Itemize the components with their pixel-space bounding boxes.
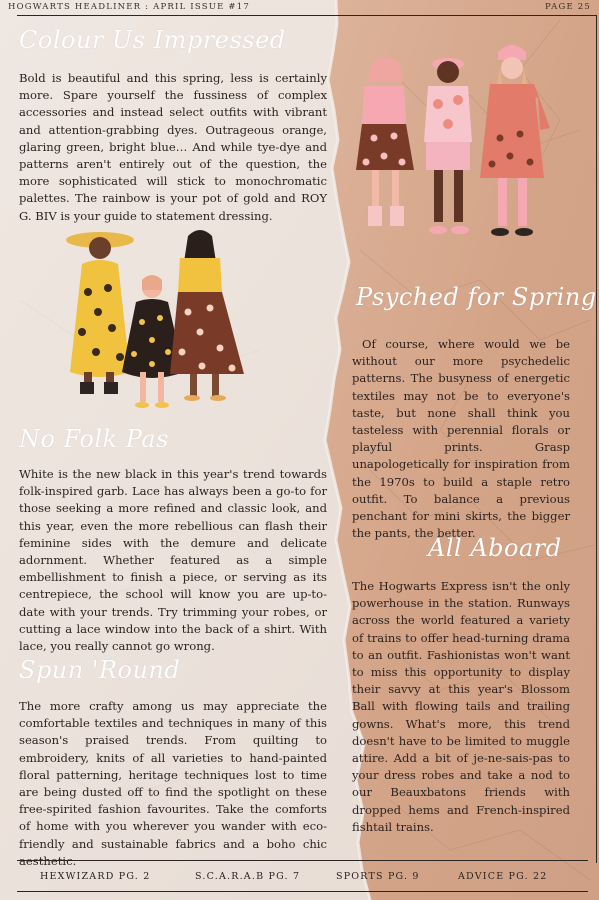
three-women-illustration-left [60,222,260,418]
footer-top-rule [17,860,588,861]
footer-link-hexwizard[interactable]: HEXWIZARD PG. 2 [40,871,151,882]
footer-link-sports[interactable]: SPORTS PG. 9 [336,871,420,882]
section-title-folk: No Folk Pas [19,425,169,453]
section-body-psyched: Of course, where would we be without our more psychedelic patterns. The busyness of energetic textiles may not be to everyone's taste, but none shall think you tasteless with perennial florals or playful prints. Grasp unapologetically for inspiration from the 1970s to build a staple retro outfit. To balance a previous penchant for mini skirts, the bigger the pants, the better. [352,337,570,541]
page-number: PAGE 25 [545,2,591,12]
issue-label: HOGWARTS HEADLINER : APRIL ISSUE #17 [8,2,250,12]
section-body-folk: White is the new black in this year's trend towards folk-inspired garb. Lace has always been a go-to for those seeking a more refined and classic look, and this year, even the more rebellious can flash their feminine sides with the demure and delicate adornment. Whether featured as a simple embellishment to finish a piece, or serving as its centrepiece, the school will know you are up-to-date with your trends. Try trimming your robes, or cutting a lace window into the back of a shirt. With lace, you really cannot go wrong. [19,467,327,654]
page-header [8,2,591,16]
section-title-spun: Spun 'Round [19,656,181,684]
three-women-illustration-right [344,38,556,248]
section-title-colour: Colour Us Impressed [19,26,286,54]
section-body-spun: The more crafty among us may appreciate the comfortable textiles and techniques in many of this season's praised trends. From quilting to embroidery, knits of all varieties to hand-painted floral patterning, heritage techniques lost to time are being dusted off to find the spotlight on these free-spirited fashion favourites. Take the comforts of home with you wherever you wander with eco-friendly and sustainable fabrics and a boho chic [19,699,327,851]
section-body-colour: Bold is beautiful and this spring, less is certainly more. Spare yourself the fussiness of complex accessories and instead select outfits with vibrant and attention-grabbing dyes. Outrageous orange, glaring green, bright blue… And while tye-dye and patterns aren't entirely out of the question, the more sophisticated will stick to monochromatic palettes. The rainbow is your pot of gold and ROY G. BIV is your guide to statement dressing. [19,71,327,223]
section-title-psyched: Psyched for Spring [356,283,597,311]
section-title-aboard: All Aboard [428,534,562,562]
top-rule [17,15,597,16]
section-body-aboard: The Hogwarts Express isn't the only powerhouse in the station. Runways across the world featured a variety of trains to offer head-turning drama to an outfit. Fashionistas won't want to miss this opportunity to display their savvy at this year's Blossom Ball with flowing tails and trailing gowns. What's more, this trend doesn't have to be limited to muggle attire. Add a bit of je-ne-sais-pas to your dress robes and take a nod to our Beauxbatons friends with dropped hems and French-inspired fishtail trains. [352,579,570,834]
page-footer [17,860,588,892]
right-rule [596,15,597,863]
footer-link-advice[interactable]: ADVICE PG. 22 [458,871,548,882]
footer-link-scarab[interactable]: S.C.A.R.A.B PG. 7 [195,871,301,882]
footer-bottom-rule [17,891,588,892]
